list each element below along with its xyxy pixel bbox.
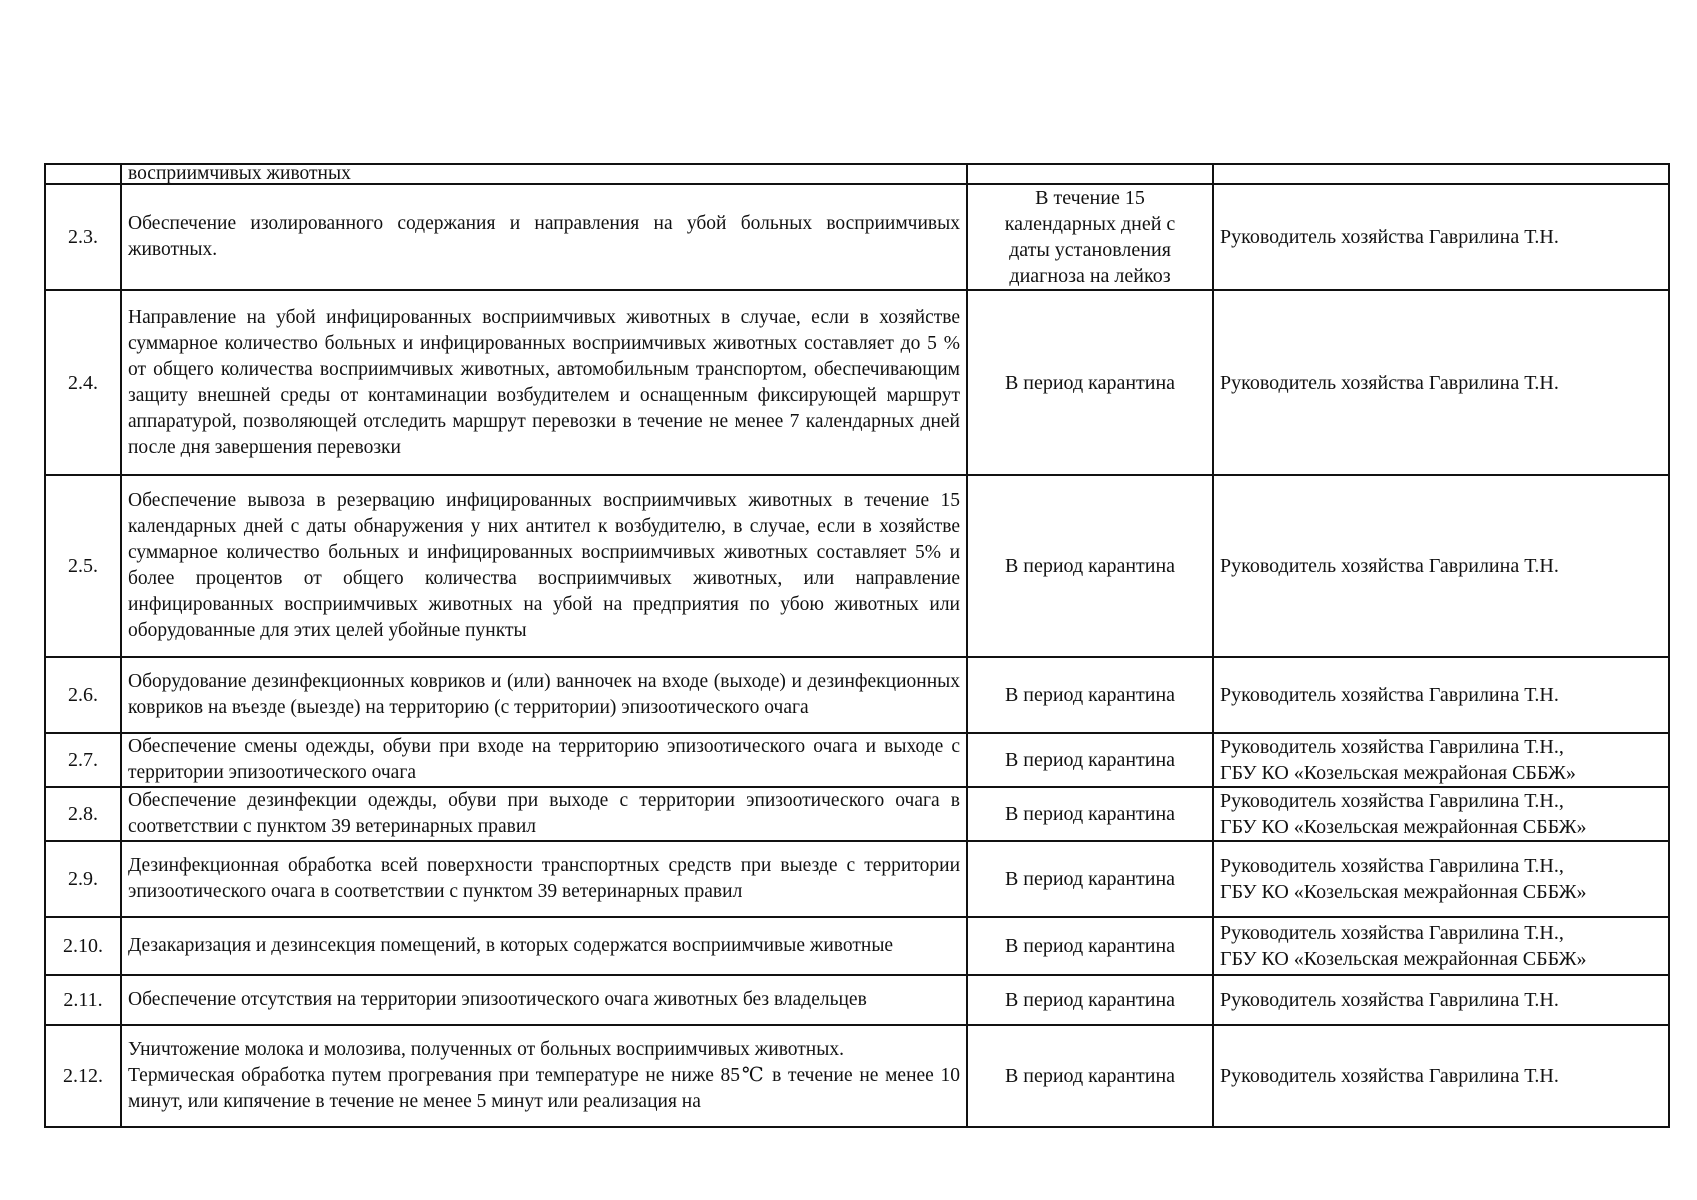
table-row — [45, 787, 1669, 841]
measure-text-line: Обеспечение отсутствия на территории эпизоотического очага животных без владельцев — [128, 989, 867, 1010]
measure-text-line: восприимчивых животных — [128, 164, 351, 184]
row-number: 2.4. — [45, 290, 121, 475]
measure-text-line: Оборудование дезинфекционных ковриков и (или) ванночек на входе (выходе) и дезинфекционных ковриков на въезде (выезде) на территорию (с территории) эпизоотического очага — [128, 671, 960, 718]
row-number — [45, 164, 121, 184]
measure-text — [121, 475, 967, 657]
measures-table — [44, 163, 1670, 1128]
table-row — [45, 475, 1669, 657]
responsible-text-line: ГБУ КО «Козельская межрайоная СББЖ» — [1220, 762, 1576, 784]
row-number: 2.10. — [45, 917, 121, 975]
table-row — [45, 184, 1669, 290]
responsible-text-line: Руководитель хозяйства Гаврилина Т.Н., — [1220, 922, 1564, 944]
row-number: 2.3. — [45, 184, 121, 290]
measure-text — [121, 290, 967, 475]
responsible-text — [1213, 164, 1669, 184]
responsible-text — [1213, 1025, 1669, 1127]
responsible-text-line: Руководитель хозяйства Гаврилина Т.Н. — [1220, 226, 1559, 248]
measure-text-line: Обеспечение дезинфекции одежды, обуви при выходе с территории эпизоотического очага в соответствии с пунктом 39 ветеринарных правил — [128, 790, 960, 837]
deadline-text — [967, 917, 1213, 975]
responsible-text-line: Руководитель хозяйства Гаврилина Т.Н. — [1220, 555, 1559, 577]
measure-text-line: Термическая обработка путем прогревания при температуре не ниже 85℃ в течение не менее 10 минут, или кипячение в течение не менее 5 минут или реализация на — [128, 1065, 960, 1112]
responsible-text-line: ГБУ КО «Козельская межрайонная СББЖ» — [1220, 816, 1587, 838]
measure-text — [121, 787, 967, 841]
deadline-text — [967, 975, 1213, 1025]
table-row — [45, 917, 1669, 975]
responsible-text-line: Руководитель хозяйства Гаврилина Т.Н. — [1220, 371, 1559, 394]
measure-text-line: Уничтожение молока и молозива, полученных от больных восприимчивых животных. — [128, 1039, 844, 1060]
responsible-text-line: Руководитель хозяйства Гаврилина Т.Н. — [1220, 684, 1559, 706]
measure-text — [121, 917, 967, 975]
measure-text — [121, 1025, 967, 1127]
deadline-text-line: диагноза на лейкоз — [1009, 265, 1171, 287]
deadline-text — [967, 733, 1213, 787]
deadline-text-line: В период карантина — [1004, 935, 1176, 957]
measure-text — [121, 184, 967, 290]
table-row — [45, 164, 1669, 184]
row-number: 2.11. — [45, 975, 121, 1025]
deadline-text-line: календарных дней с — [1004, 213, 1176, 235]
deadline-text — [967, 290, 1213, 475]
deadline-text-line: В период карантина — [1004, 1065, 1176, 1087]
deadline-text — [967, 164, 1213, 184]
responsible-text — [1213, 290, 1669, 475]
measure-text — [121, 657, 967, 733]
row-number: 2.5. — [45, 475, 121, 657]
deadline-text-line: В период карантина — [1004, 868, 1176, 890]
measure-text-line: Обеспечение изолированного содержания и направления на убой больных восприимчивых животных. — [128, 213, 960, 260]
deadline-text — [967, 475, 1213, 657]
table-row — [45, 975, 1669, 1025]
deadline-text-line: В период карантина — [1004, 684, 1176, 706]
row-number: 2.9. — [45, 841, 121, 917]
measure-text — [121, 841, 967, 917]
measure-text-line: Дезинфекционная обработка всей поверхности транспортных средств при выезде с территории эпизоотического очага в соответствии с пунктом 39 ветеринарных правил — [128, 855, 960, 902]
deadline-text-line: В период карантина — [1004, 371, 1176, 394]
table-row — [45, 290, 1669, 475]
measure-text-line: Направление на убой инфицированных восприимчивых животных в случае, если в хозяйстве суммарное количество больных и инфицированных восприимчивых животных составляет до 5 % от общего количества восприимчивых животных, автомобильным транспортом, обеспечивающим защиту внешней среды от контаминации возбудителем и оснащенным фиксирующей маршрут аппаратурой, позволяющей отследить маршрут перевозки в течение не менее 7 календарных дней после дня завершения перевозки — [128, 306, 960, 458]
responsible-text-line: Руководитель хозяйства Гаврилина Т.Н. — [1220, 989, 1559, 1011]
responsible-text-line: Руководитель хозяйства Гаврилина Т.Н., — [1220, 736, 1564, 758]
measure-text-line: Обеспечение вывоза в резервацию инфицированных восприимчивых животных в течение 15 календарных дней с даты обнаружения у них антител к возбудителю, в случае, если в хозяйстве суммарное количество больных и инфицированных восприимчивых животных составляет 5% и более процентов от общего количества восприимчивых животных, или направление инфицированных восприимчивых животных на убой на предприятия по убою животных или оборудованные для этих целей убойные пункты — [128, 490, 960, 641]
deadline-text — [967, 184, 1213, 290]
responsible-text — [1213, 917, 1669, 975]
responsible-text — [1213, 184, 1669, 290]
deadline-text-line: В течение 15 — [1035, 187, 1145, 209]
row-number: 2.6. — [45, 657, 121, 733]
row-number: 2.12. — [45, 1025, 121, 1127]
deadline-text — [967, 787, 1213, 841]
measure-text — [121, 164, 967, 184]
responsible-text-line: Руководитель хозяйства Гаврилина Т.Н., — [1220, 855, 1564, 877]
responsible-text — [1213, 475, 1669, 657]
deadline-text — [967, 841, 1213, 917]
responsible-text-line: ГБУ КО «Козельская межрайонная СББЖ» — [1220, 881, 1587, 903]
table-row — [45, 1025, 1669, 1127]
row-number: 2.7. — [45, 733, 121, 787]
deadline-text-line: В период карантина — [1004, 749, 1176, 771]
measure-text-line: Обеспечение смены одежды, обуви при входе на территорию эпизоотического очага и выходе с территории эпизоотического очага — [128, 736, 960, 783]
table-row — [45, 657, 1669, 733]
deadline-text-line: В период карантина — [1004, 555, 1176, 577]
measure-text — [121, 733, 967, 787]
table-body — [45, 164, 1669, 1127]
responsible-text — [1213, 733, 1669, 787]
responsible-text — [1213, 657, 1669, 733]
responsible-text-line: Руководитель хозяйства Гаврилина Т.Н., — [1220, 790, 1564, 812]
deadline-text — [967, 657, 1213, 733]
responsible-text — [1213, 841, 1669, 917]
deadline-text-line: В период карантина — [1004, 803, 1176, 825]
table-row — [45, 841, 1669, 917]
responsible-text-line: ГБУ КО «Козельская межрайонная СББЖ» — [1220, 948, 1587, 970]
table-row — [45, 733, 1669, 787]
responsible-text — [1213, 975, 1669, 1025]
deadline-text-line: даты установления — [1009, 239, 1171, 261]
measure-text-line: Дезакаризация и дезинсекция помещений, в которых содержатся восприимчивые животные — [128, 935, 894, 956]
deadline-text — [967, 1025, 1213, 1127]
row-number: 2.8. — [45, 787, 121, 841]
measure-text — [121, 975, 967, 1025]
responsible-text-line: Руководитель хозяйства Гаврилина Т.Н. — [1220, 1065, 1559, 1087]
responsible-text — [1213, 787, 1669, 841]
deadline-text-line: В период карантина — [1004, 989, 1176, 1011]
